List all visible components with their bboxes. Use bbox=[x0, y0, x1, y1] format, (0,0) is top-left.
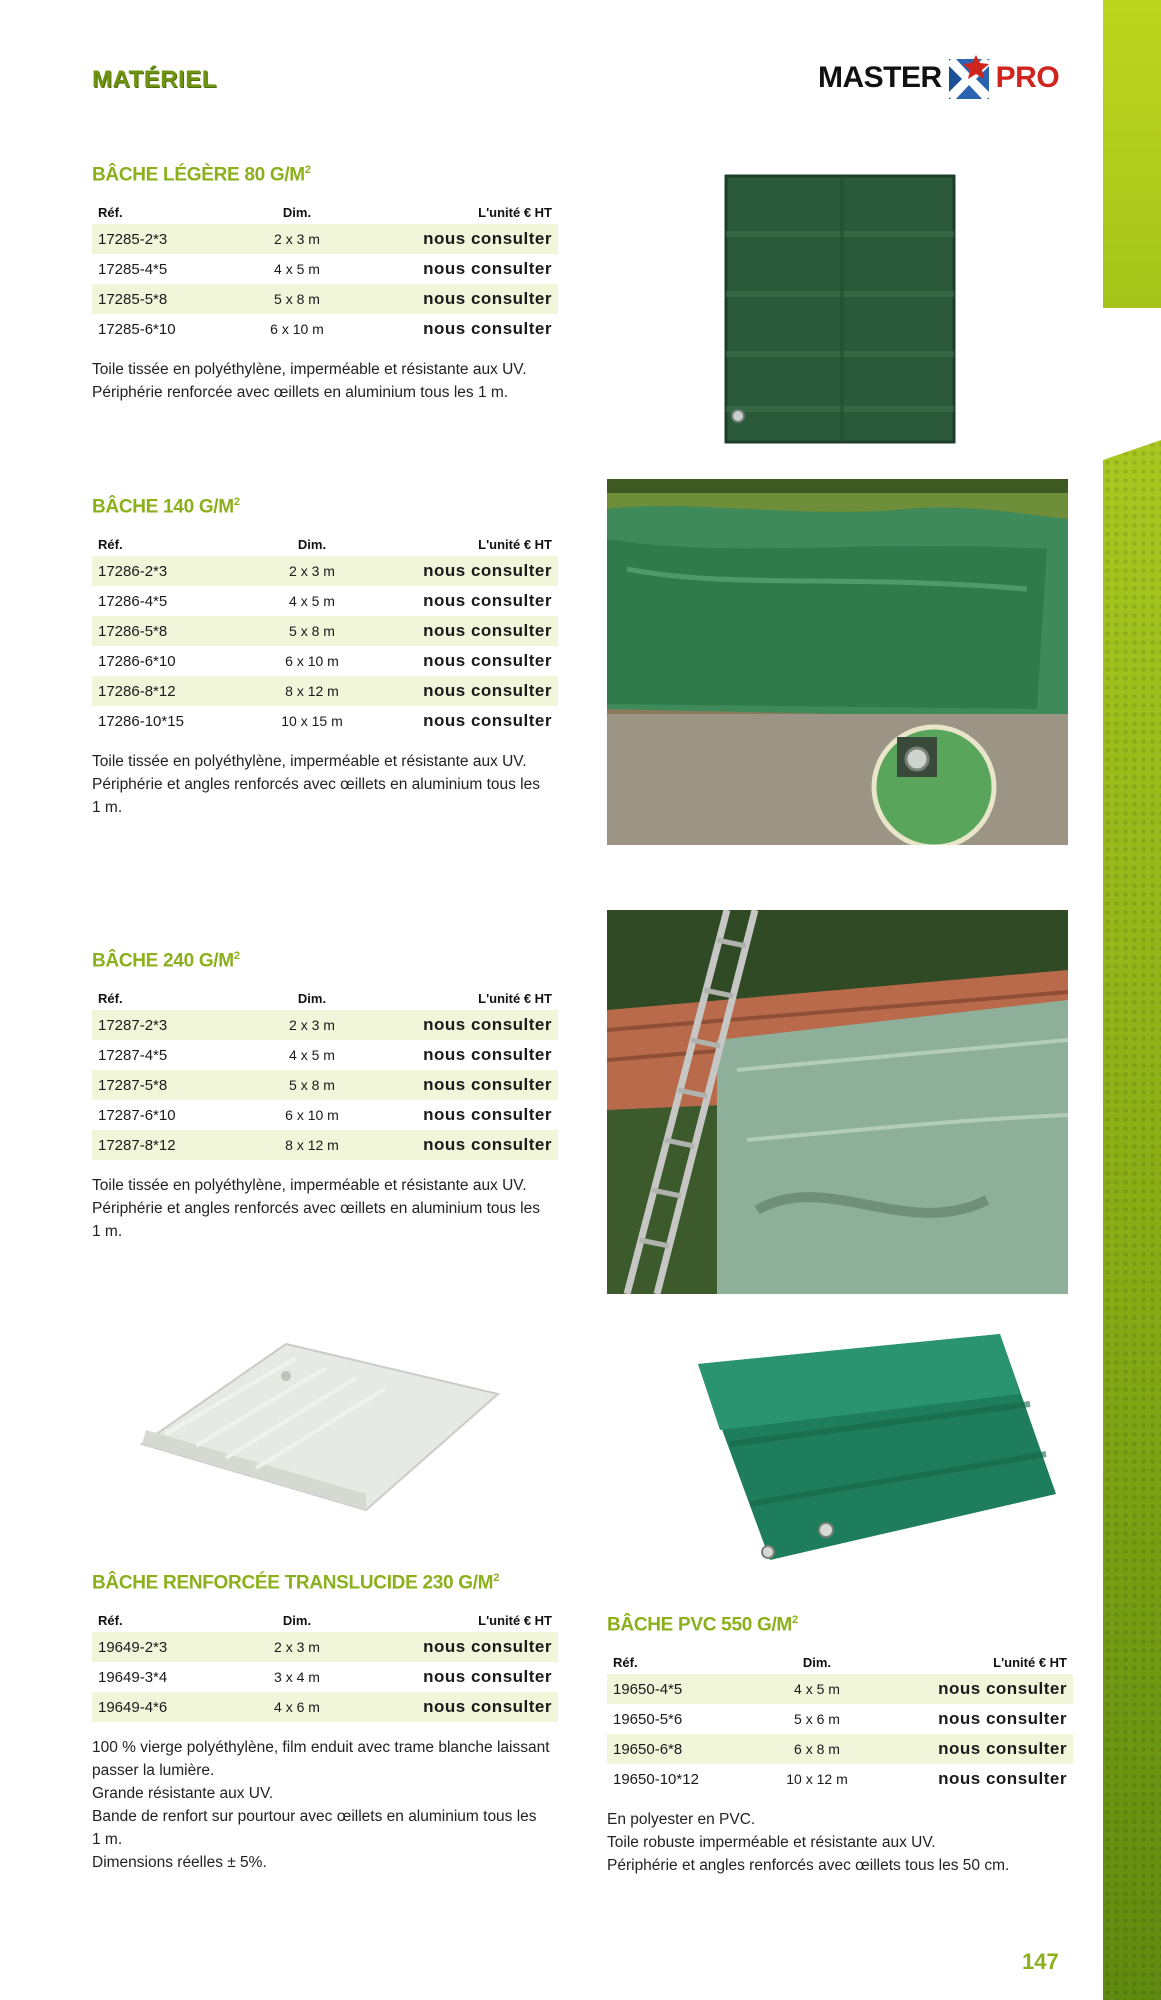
product-bache-240 bbox=[92, 950, 562, 1243]
table-row: 17285-6*10 6 x 10 m nous consulter bbox=[98, 319, 552, 339]
tarp-translucent-folded-photo bbox=[136, 1334, 504, 1514]
table-row: 17286-4*5 4 x 5 m nous consulter bbox=[98, 591, 552, 611]
tarp-pvc-green-photo bbox=[690, 1334, 1058, 1560]
table-row: 17285-5*8 5 x 8 m nous consulter bbox=[92, 284, 558, 314]
col-price: L'unité € HT bbox=[478, 204, 552, 220]
product-bache-140 bbox=[92, 496, 562, 819]
product-description: En polyester en PVC. Toile robuste imperméable et résistante aux UV. Périphérie et angles renforcés avec œillets tous les 50 cm. bbox=[607, 1811, 1010, 1875]
section-title: MATÉRIEL bbox=[92, 66, 217, 93]
brand-word-pro: PRO bbox=[995, 61, 1060, 94]
side-band-top bbox=[1103, 0, 1161, 308]
table-row: 17286-5*8 5 x 8 m nous consulter bbox=[92, 616, 558, 646]
col-ref: Réf. bbox=[98, 536, 123, 552]
table-row: 19649-2*3 2 x 3 m nous consulter bbox=[92, 1632, 558, 1662]
table-row: 17286-2*3 2 x 3 m nous consulter bbox=[92, 556, 558, 586]
table-row: 17285-4*5 4 x 5 m nous consulter bbox=[98, 259, 552, 279]
price-table bbox=[92, 200, 558, 344]
col-dim: Dim. bbox=[282, 1612, 312, 1628]
table-row: 17287-6*10 6 x 10 m nous consulter bbox=[98, 1105, 552, 1125]
price-table bbox=[92, 1608, 558, 1722]
table-row: 17285-2*3 2 x 3 m nous consulter bbox=[92, 224, 558, 254]
table-row: 19649-3*4 3 x 4 m nous consulter bbox=[98, 1667, 552, 1687]
col-ref: Réf. bbox=[98, 204, 123, 220]
product-description: 100 % vierge polyéthylène, film enduit avec trame blanche laissant passer la lumière. Grande résistante aux UV. Bande de renfort sur pourtour avec œillets en aluminium tous les 1 m. Dimensions réelles ± 5%. bbox=[92, 1739, 550, 1872]
tarp-folded-green-photo bbox=[722, 174, 958, 446]
product-description: Toile tissée en polyéthylène, imperméable et résistante aux UV. Périphérie et angles renforcés avec œillets en aluminium tous les 1 m. bbox=[92, 753, 540, 817]
col-dim: Dim. bbox=[297, 536, 327, 552]
brand-star-icon bbox=[946, 53, 992, 103]
col-dim: Dim. bbox=[297, 990, 327, 1006]
product-title: BÂCHE PVC 550 $G/M^2$ bbox=[607, 1614, 798, 1636]
col-price: L'unité € HT bbox=[993, 1654, 1067, 1670]
table-row: 17286-8*12 8 x 12 m nous consulter bbox=[92, 676, 558, 706]
price-table bbox=[607, 1650, 1073, 1794]
product-title: BÂCHE 140 $G/M^2$ bbox=[92, 496, 240, 518]
page-number: 147 bbox=[1022, 1949, 1059, 1974]
col-dim: Dim. bbox=[282, 204, 312, 220]
side-band-notch bbox=[1103, 440, 1161, 460]
table-row: 19649-4*6 4 x 6 m nous consulter bbox=[92, 1692, 558, 1722]
table-row: 17286-10*15 10 x 15 m nous consulter bbox=[98, 711, 552, 731]
brand-logo bbox=[818, 52, 1059, 104]
table-row: 19650-4*5 4 x 5 m nous consulter bbox=[607, 1674, 1073, 1704]
product-title: BÂCHE RENFORCÉE TRANSLUCIDE 230 $G/M^2$ bbox=[92, 1572, 500, 1594]
table-row: 17287-5*8 5 x 8 m nous consulter bbox=[92, 1070, 558, 1100]
table-row: 19650-6*8 6 x 8 m nous consulter bbox=[607, 1734, 1073, 1764]
product-bache-pvc-550 bbox=[607, 1614, 1077, 1877]
table-row: 17287-4*5 4 x 5 m nous consulter bbox=[98, 1045, 552, 1065]
table-row: 19650-10*12 10 x 12 m nous consulter bbox=[613, 1769, 1067, 1789]
brand-word-master: MASTER bbox=[818, 61, 942, 94]
product-title: BÂCHE 240 $G/M^2$ bbox=[92, 950, 240, 972]
col-price: L'unité € HT bbox=[478, 536, 552, 552]
table-row: 17286-6*10 6 x 10 m nous consulter bbox=[98, 651, 552, 671]
product-description: Toile tissée en polyéthylène, imperméable et résistante aux UV. Périphérie renforcée avec œillets en aluminium tous les 1 m. bbox=[92, 361, 527, 402]
col-ref: Réf. bbox=[613, 1654, 638, 1670]
col-price: L'unité € HT bbox=[478, 1612, 552, 1628]
price-table bbox=[92, 532, 558, 736]
tarp-on-roof-with-ladder-photo bbox=[607, 910, 1068, 1294]
table-row: 19650-5*6 5 x 6 m nous consulter bbox=[613, 1709, 1067, 1729]
col-price: L'unité € HT bbox=[478, 990, 552, 1006]
product-title: BÂCHE LÉGÈRE 80 $G/M^2$ bbox=[92, 164, 311, 186]
tarp-covering-garden-photo bbox=[607, 479, 1068, 845]
col-dim: Dim. bbox=[802, 1654, 832, 1670]
col-ref: Réf. bbox=[98, 990, 123, 1006]
price-table bbox=[92, 986, 558, 1160]
product-description: Toile tissée en polyéthylène, imperméable et résistante aux UV. Périphérie et angles renforcés avec œillets en aluminium tous les 1 m. bbox=[92, 1177, 540, 1241]
table-row: 17287-8*12 8 x 12 m nous consulter bbox=[92, 1130, 558, 1160]
col-ref: Réf. bbox=[98, 1612, 123, 1628]
table-row: 17287-2*3 2 x 3 m nous consulter bbox=[92, 1010, 558, 1040]
side-band-main bbox=[1103, 440, 1161, 2000]
product-bache-legere-80 bbox=[92, 164, 562, 404]
product-bache-translucide-230 bbox=[92, 1572, 562, 1874]
